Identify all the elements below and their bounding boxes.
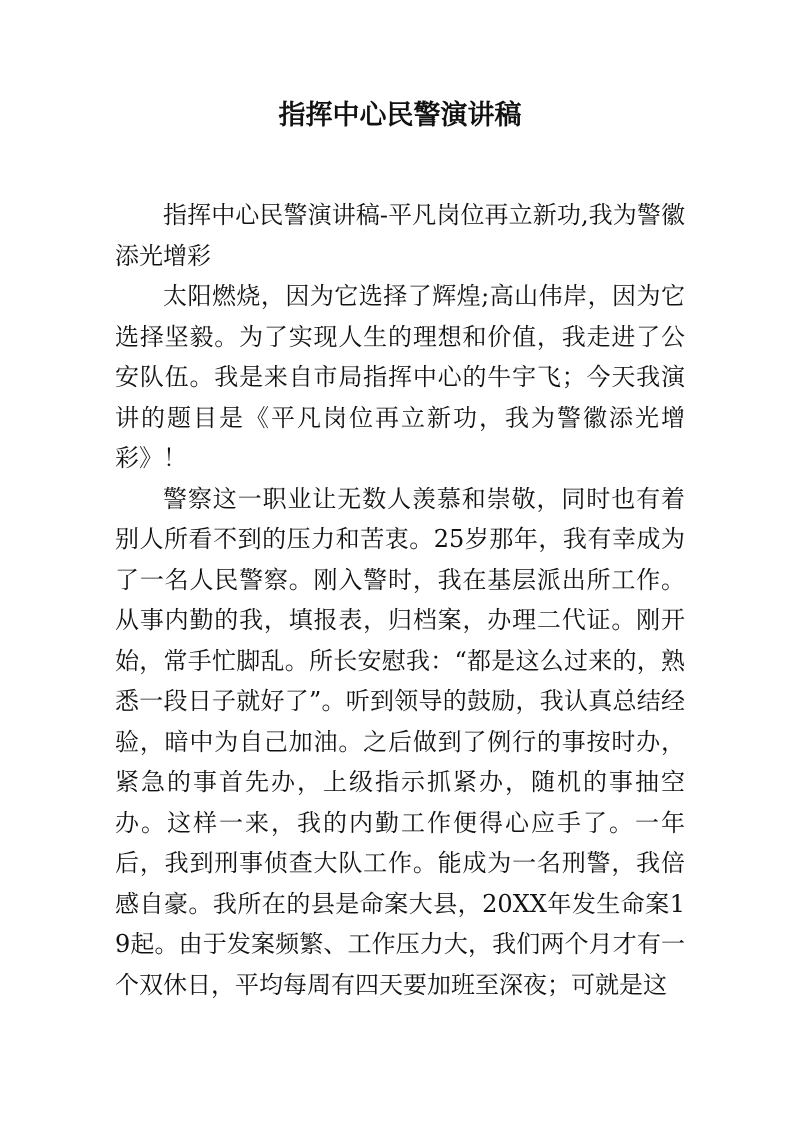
document-body [115,195,685,1005]
paragraph-subtitle: 指挥中心民警演讲稿-平凡岗位再立新功,我为警徽添光增彩 [115,201,685,270]
document-title: 指挥中心民警演讲稿 [278,100,522,131]
paragraph-intro: 太阳燃烧，因为它选择了辉煌;高山伟岸，因为它选择坚毅。为了实现人生的理想和价值，我走进了公安队伍。我是来自市局指挥中心的牛宇飞；今天我演讲的题目是《平凡岗位再立新功，我为警徽添光增彩》！ [115,282,685,472]
paragraph-career: 警察这一职业让无数人羡慕和崇敬，同时也有着别人所看不到的压力和苦衷。25岁那年，我有幸成为了一名人民警察。刚入警时，我在基层派出所工作。从事内勤的我，填报表，归档案，办理二代证。刚开始，常手忙脚乱。所长安慰我：“都是这么过来的，熟悉一段日子就好了”。听到领导的鼓励，我认真总结经验，暗中为自己加油。之后做到了例行的事按时办，紧急的事首先办，上级指示抓紧办，随机的事抽空办。这样一来，我的内勤工作便得心应手了。一年后，我到刑事侦查大队工作。能成为一名刑警，我倍感自豪。我所在的县是命案大县，20XX年发生命案19起。由于发案频繁、工作压力大，我们两个月才有一个双休日，平均每周有四天要加班至深夜；可就是这 [115,484,685,999]
